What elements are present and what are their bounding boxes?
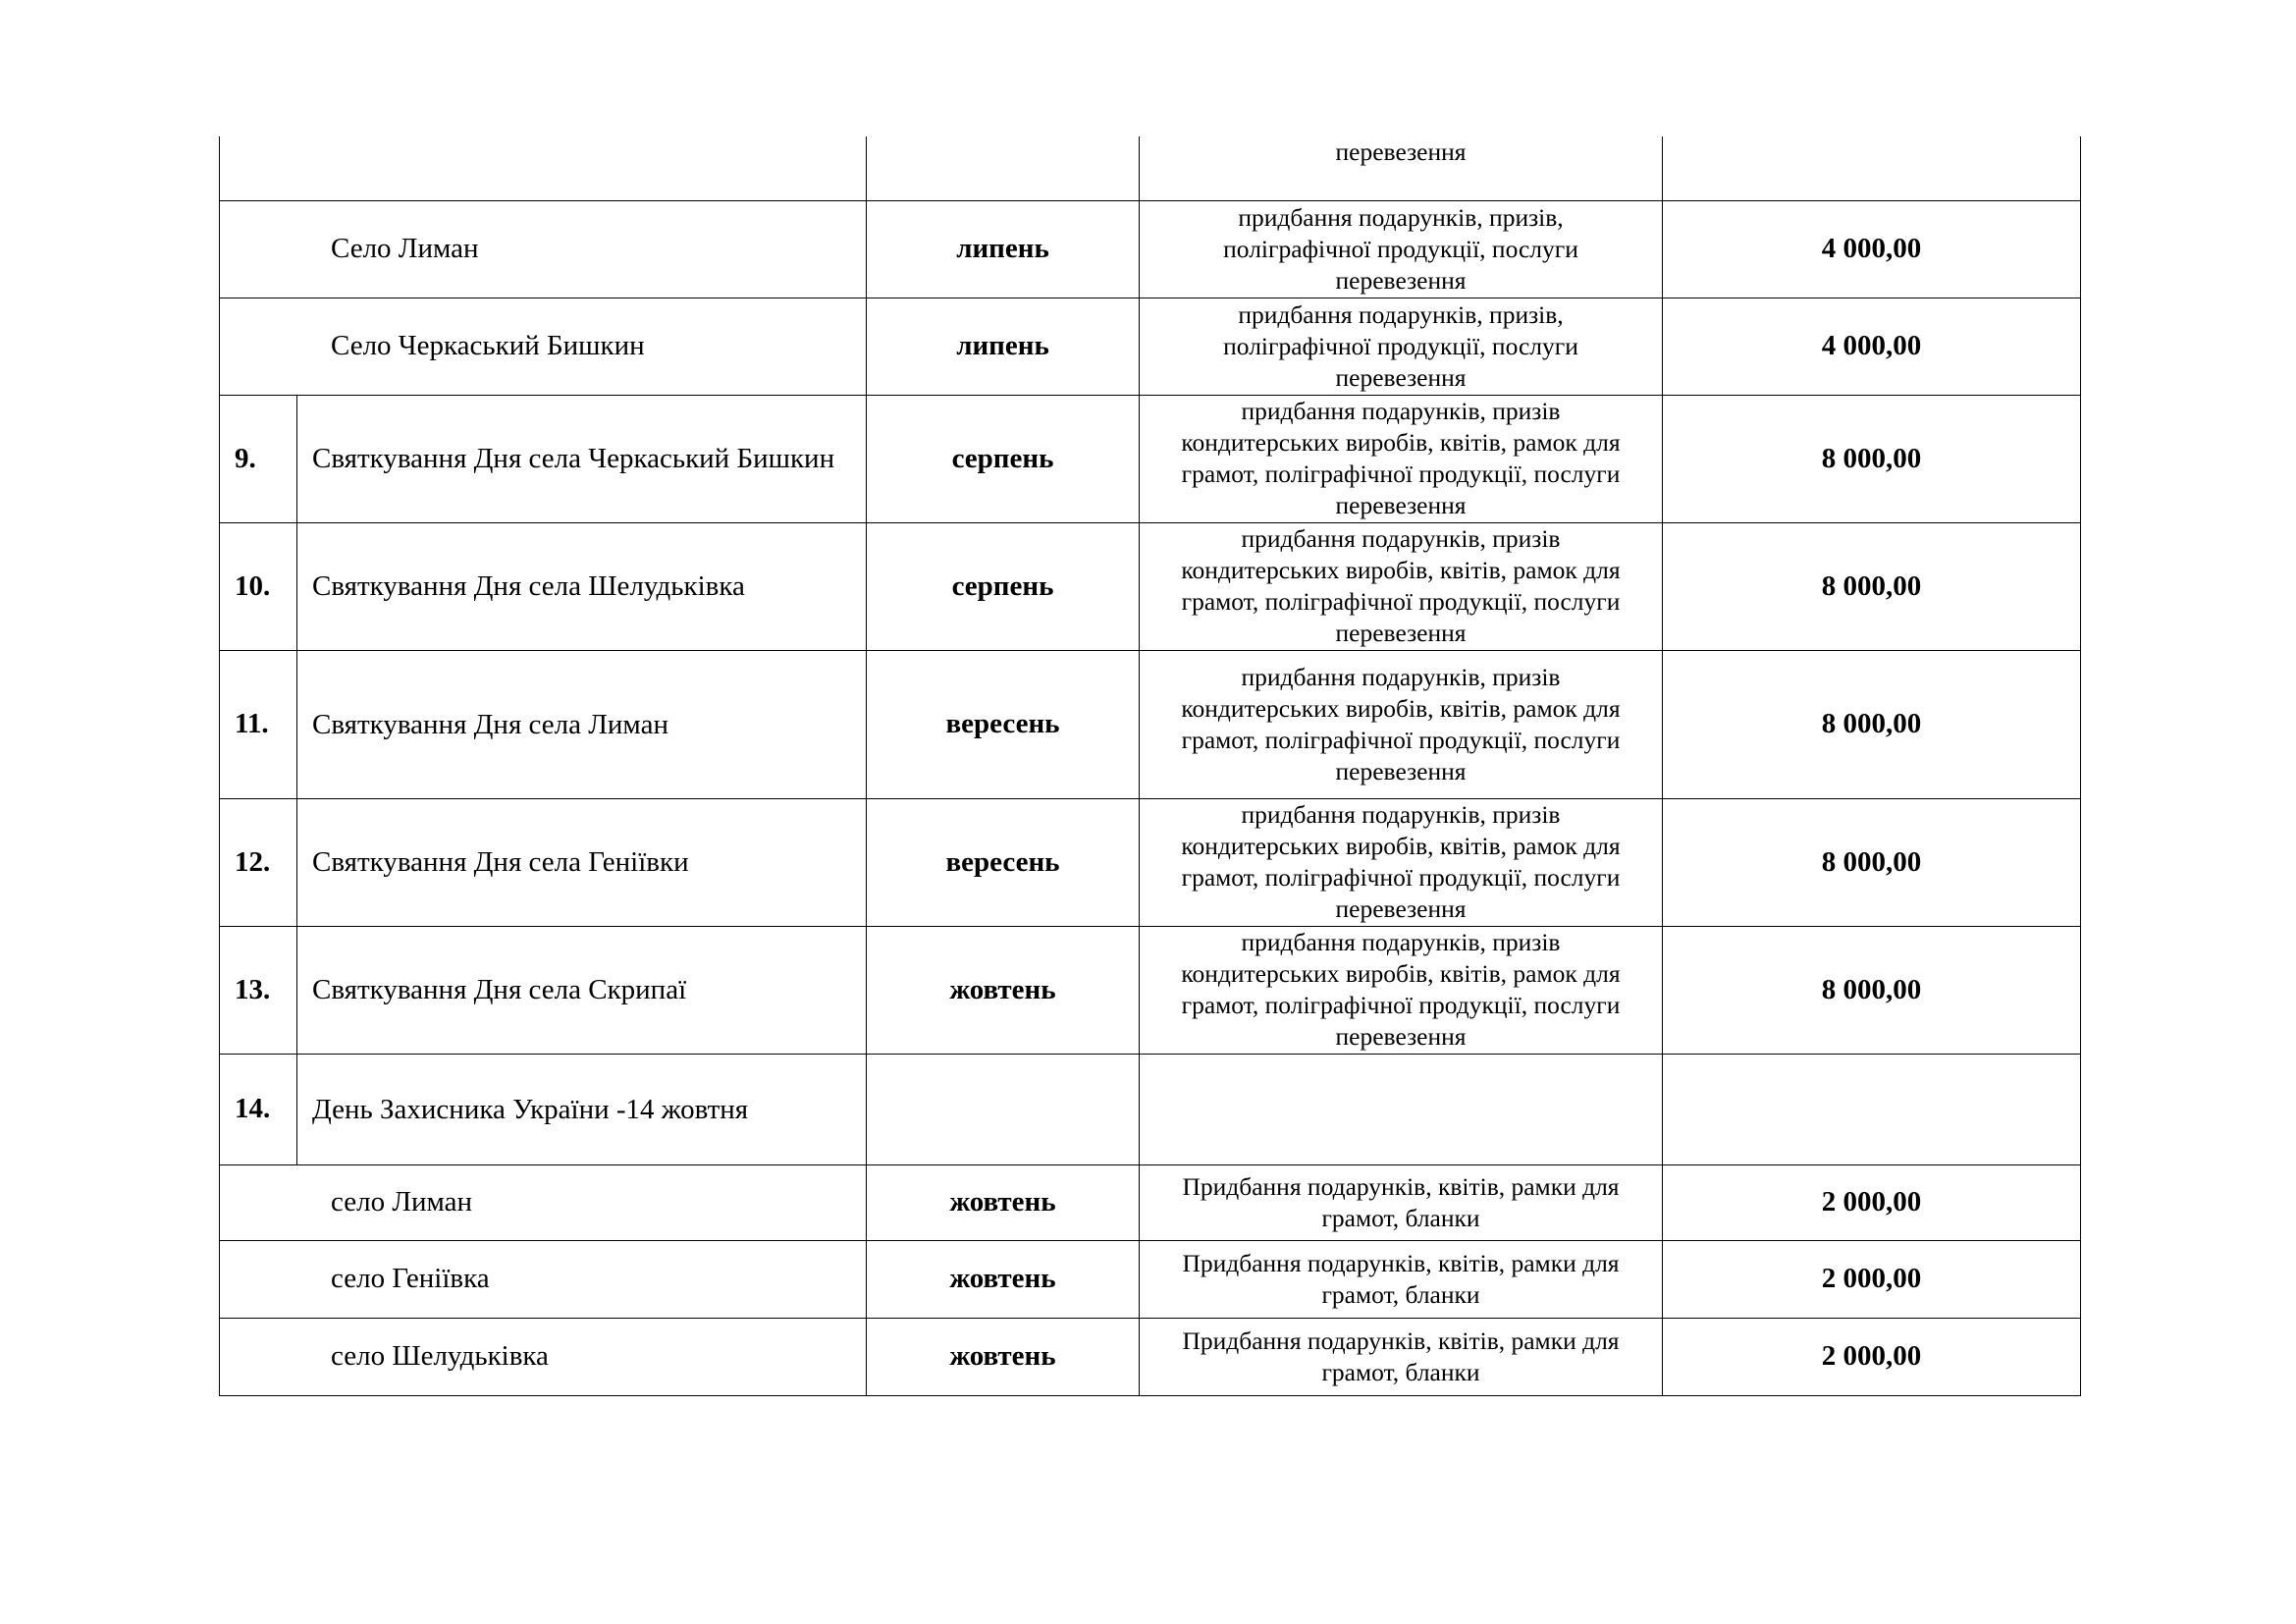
description-line: придбання подарунків, призів, — [1238, 299, 1564, 329]
village-name: Село Черкаський Бишкин — [220, 298, 867, 395]
item-number: 10. — [220, 522, 297, 650]
month-cell: липень — [867, 298, 1140, 395]
description-line: придбання подарунків, призів, — [1238, 202, 1564, 232]
expense-description — [1140, 1318, 1663, 1395]
month-cell: серпень — [867, 395, 1140, 522]
table-row — [220, 136, 2081, 200]
description-line: перевезення — [1335, 894, 1467, 923]
month-cell: жовтень — [867, 1240, 1140, 1318]
expense-description — [1140, 200, 1663, 298]
event-name: День Захисника України -14 жовтня — [297, 1054, 867, 1164]
description-line: грамот, поліграфічної продукції, послуги — [1181, 991, 1621, 1019]
description-line: грамот, поліграфічної продукції, послуги — [1181, 725, 1621, 754]
table-row — [220, 1318, 2081, 1395]
table-row — [220, 926, 2081, 1054]
expense-description — [1140, 798, 1663, 926]
expense-description — [1140, 1054, 1663, 1164]
table-row — [220, 522, 2081, 650]
description-line: грамот, поліграфічної продукції, послуги — [1181, 863, 1621, 892]
event-name: Святкування Дня села Геніївки — [297, 798, 867, 926]
table-row — [220, 395, 2081, 522]
description-line: грамот, бланки — [1321, 1203, 1480, 1232]
month-cell: липень — [867, 200, 1140, 298]
description-line: поліграфічної продукції, послуги — [1223, 331, 1578, 360]
description-line: Придбання подарунків, квітів, рамки для — [1182, 1248, 1620, 1277]
description-line: грамот, бланки — [1321, 1357, 1480, 1386]
description-line: перевезення — [1335, 619, 1467, 647]
expense-description — [1140, 926, 1663, 1054]
amount-cell: 4 000,00 — [1663, 298, 2081, 395]
expense-description — [1140, 1164, 1663, 1240]
village-name: село Лиман — [220, 1164, 867, 1240]
expense-description — [1140, 650, 1663, 798]
item-number: 12. — [220, 798, 297, 926]
item-number: 14. — [220, 1054, 297, 1164]
month-cell — [867, 1054, 1140, 1164]
item-number: 9. — [220, 395, 297, 522]
table-row — [220, 1240, 2081, 1318]
expense-description — [1140, 136, 1663, 200]
description-line: перевезення — [1335, 137, 1467, 166]
amount-cell — [1663, 136, 2081, 200]
description-line: придбання подарунків, призів — [1241, 524, 1561, 553]
description-line: придбання подарунків, призів — [1241, 928, 1561, 956]
description-line: кондитерських виробів, квітів, рамок для — [1181, 832, 1621, 860]
village-name: Село Лиман — [220, 200, 867, 298]
table-row — [220, 298, 2081, 395]
description-line: поліграфічної продукції, послуги — [1223, 234, 1578, 263]
month-cell — [867, 136, 1140, 200]
amount-cell: 2 000,00 — [1663, 1164, 2081, 1240]
table-row — [220, 1054, 2081, 1164]
amount-cell: 8 000,00 — [1663, 926, 2081, 1054]
description-line: грамот, бланки — [1321, 1279, 1480, 1309]
description-line: Придбання подарунків, квітів, рамки для — [1182, 1171, 1620, 1201]
expense-description — [1140, 1240, 1663, 1318]
amount-cell: 2 000,00 — [1663, 1240, 2081, 1318]
description-line: кондитерських виробів, квітів, рамок для — [1181, 959, 1621, 988]
event-name: Святкування Дня села Скрипаї — [297, 926, 867, 1054]
description-line: грамот, поліграфічної продукції, послуги — [1181, 460, 1621, 488]
event-name: Святкування Дня села Лиман — [297, 650, 867, 798]
description-line: перевезення — [1335, 265, 1467, 295]
description-line: кондитерських виробів, квітів, рамок для — [1181, 693, 1621, 723]
event-name: Святкування Дня села Черкаський Бишкин — [297, 395, 867, 522]
month-cell: жовтень — [867, 1164, 1140, 1240]
amount-cell: 8 000,00 — [1663, 798, 2081, 926]
month-cell: вересень — [867, 650, 1140, 798]
expense-description — [1140, 395, 1663, 522]
amount-cell: 8 000,00 — [1663, 522, 2081, 650]
table-row — [220, 1164, 2081, 1240]
table-row — [220, 798, 2081, 926]
amount-cell: 8 000,00 — [1663, 395, 2081, 522]
description-line: перевезення — [1335, 1022, 1467, 1051]
item-number: 11. — [220, 650, 297, 798]
description-line: перевезення — [1335, 362, 1467, 392]
table-body — [220, 136, 2081, 1395]
description-line: придбання подарунків, призів — [1241, 662, 1561, 691]
description-line: придбання подарунків, призів — [1241, 397, 1561, 425]
expense-description — [1140, 298, 1663, 395]
table-row — [220, 200, 2081, 298]
village-name: село Шелудьківка — [220, 1318, 867, 1395]
amount-cell: 8 000,00 — [1663, 650, 2081, 798]
description-line: Придбання подарунків, квітів, рамки для — [1182, 1326, 1620, 1355]
event-name: Святкування Дня села Шелудьківка — [297, 522, 867, 650]
description-line: грамот, поліграфічної продукції, послуги — [1181, 587, 1621, 616]
description-line: придбання подарунків, призів — [1241, 800, 1561, 829]
month-cell: серпень — [867, 522, 1140, 650]
village-name: село Геніївка — [220, 1240, 867, 1318]
amount-cell — [1663, 1054, 2081, 1164]
item-number: 13. — [220, 926, 297, 1054]
table-row — [220, 650, 2081, 798]
continuation-cell — [220, 136, 867, 200]
expense-description — [1140, 522, 1663, 650]
description-line: кондитерських виробів, квітів, рамок для — [1181, 428, 1621, 457]
month-cell: вересень — [867, 798, 1140, 926]
month-cell: жовтень — [867, 926, 1140, 1054]
description-line: перевезення — [1335, 756, 1467, 785]
description-line: перевезення — [1335, 491, 1467, 519]
description-line: кондитерських виробів, квітів, рамок для — [1181, 556, 1621, 584]
amount-cell: 4 000,00 — [1663, 200, 2081, 298]
amount-cell: 2 000,00 — [1663, 1318, 2081, 1395]
month-cell: жовтень — [867, 1318, 1140, 1395]
events-budget-table — [219, 136, 2081, 1396]
